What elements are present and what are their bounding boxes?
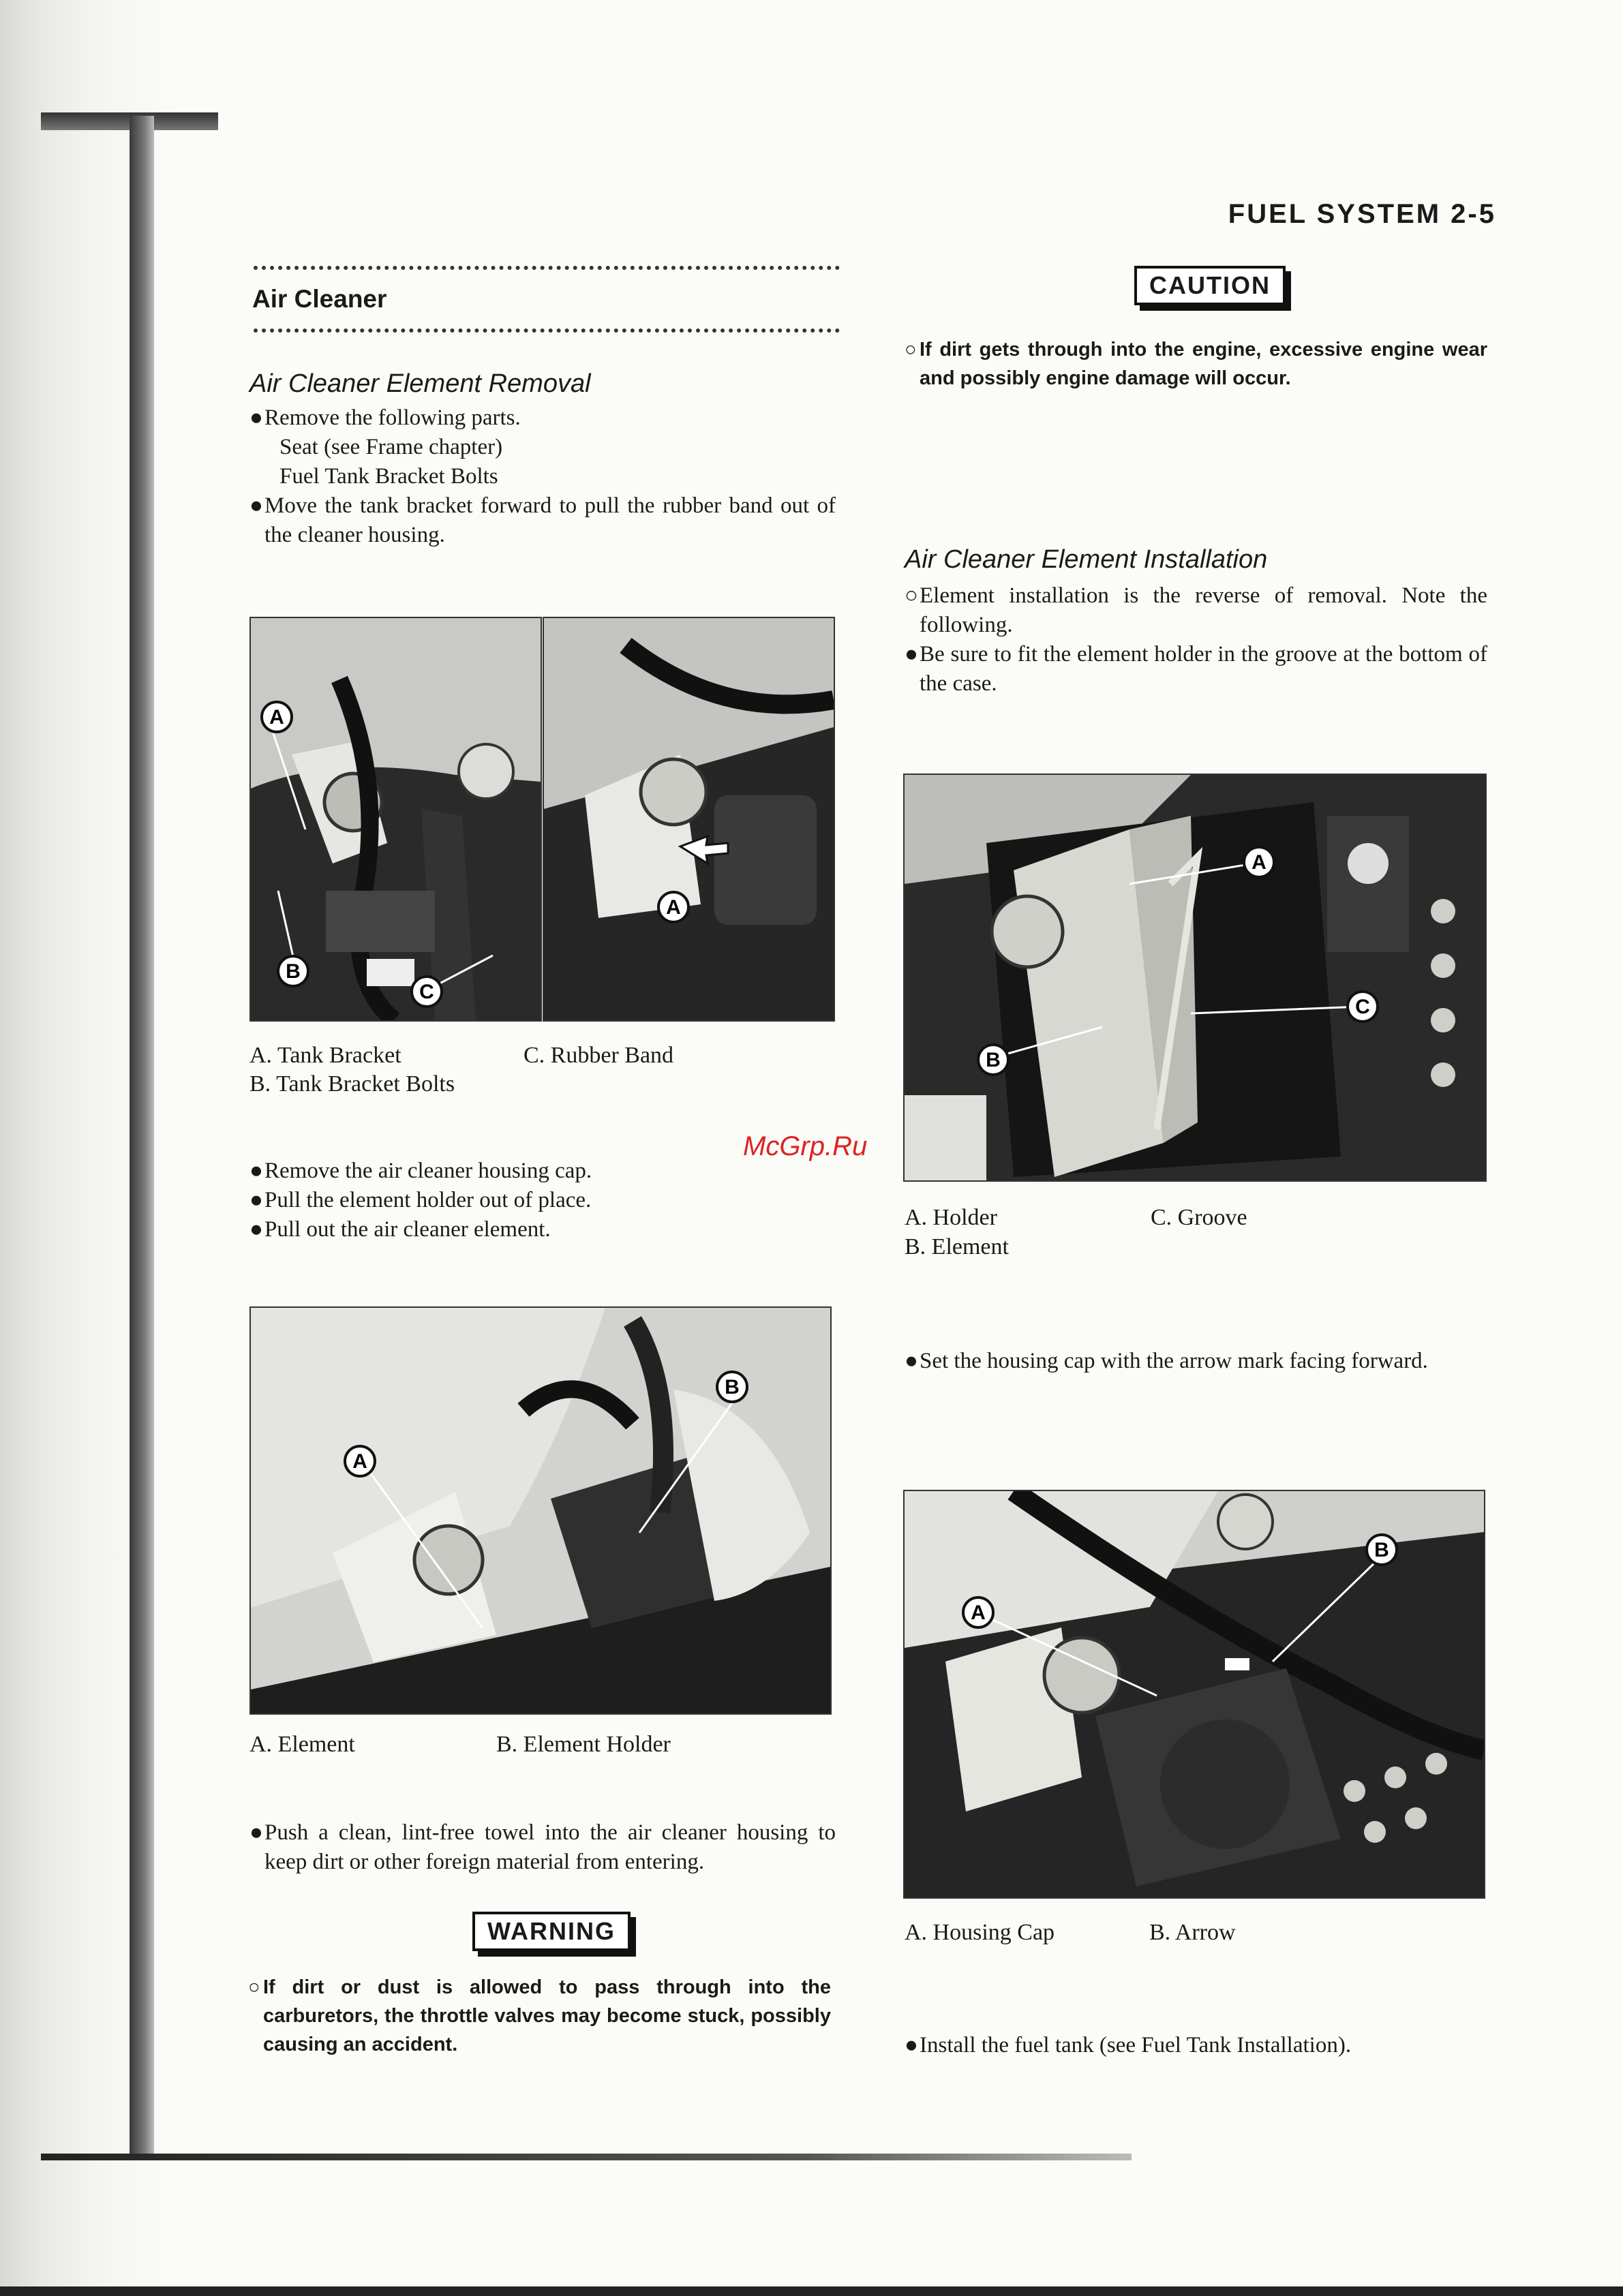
callout-a xyxy=(345,1446,375,1476)
figure-2-photo xyxy=(249,1306,832,1715)
bullet-icon: ● xyxy=(905,2033,918,2057)
open-bullet-icon: ○ xyxy=(905,339,917,361)
fig1-caption-c: C. Rubber Band xyxy=(524,1043,674,1068)
step-pull-element: ● Pull out the air cleaner element. xyxy=(249,1215,836,1244)
svg-text:B: B xyxy=(725,1375,740,1398)
fig3-caption-a: A. Holder xyxy=(905,1205,997,1230)
fig1-caption-a: A. Tank Bracket xyxy=(249,1043,401,1068)
svg-text:B: B xyxy=(1374,1538,1389,1561)
bullet-icon: ● xyxy=(905,1349,918,1373)
step-pull-holder: ● Pull the element holder out of place. xyxy=(249,1186,836,1215)
step-move-bracket: ● Move the tank bracket forward to pull the rubber band out of the cleaner housing. xyxy=(249,491,836,550)
svg-text:C: C xyxy=(1355,995,1370,1018)
scan-bottom-band xyxy=(0,2286,1623,2296)
callout-a xyxy=(963,1597,993,1627)
bullet-icon: ● xyxy=(249,1188,263,1212)
step-set-cap: ● Set the housing cap with the arrow mark facing forward. xyxy=(905,1347,1487,1376)
watermark: McGrp.Ru xyxy=(743,1131,868,1161)
step-reverse: ○ Element installation is the reverse of removal. Note the following. xyxy=(905,581,1487,640)
callout-b xyxy=(278,956,308,986)
svg-text:A: A xyxy=(666,896,681,919)
caution-label: CAUTION xyxy=(1134,266,1286,305)
caution-text: ○ If dirt gets through into the engine, excessive engine wear and possibly engine damage will occur. xyxy=(905,335,1487,393)
warning-text: ○ If dirt or dust is allowed to pass through into the carburetors, the throttle valves may become stuck, possibly causing an accident. xyxy=(248,1973,831,2059)
fig3-caption-c: C. Groove xyxy=(1151,1205,1247,1230)
fig4-caption-a: A. Housing Cap xyxy=(905,1920,1055,1945)
callout-a xyxy=(262,702,292,732)
step-remove-cap: ● Remove the air cleaner housing cap. xyxy=(249,1157,836,1186)
step-sub-bolts: Fuel Tank Bracket Bolts xyxy=(279,464,498,489)
binding-edge xyxy=(130,116,154,2160)
callout-b xyxy=(1367,1535,1397,1565)
callout-c xyxy=(1348,992,1378,1022)
svg-text:A: A xyxy=(269,705,284,729)
step-sub-seat: Seat (see Frame chapter) xyxy=(279,435,503,459)
install-steps xyxy=(905,581,1487,699)
bullet-icon: ● xyxy=(905,642,918,667)
install-tank-step xyxy=(905,2031,1487,2060)
removal-title: Air Cleaner Element Removal xyxy=(249,369,591,398)
fig4-caption-b: B. Arrow xyxy=(1149,1920,1236,1945)
svg-text:B: B xyxy=(986,1048,1001,1071)
step-install-tank: ● Install the fuel tank (see Fuel Tank Installation). xyxy=(905,2031,1487,2060)
svg-text:B: B xyxy=(286,960,301,983)
fig2-caption-b: B. Element Holder xyxy=(496,1732,671,1757)
figure-1-left-photo xyxy=(249,617,542,1022)
fig2-caption-a: A. Element xyxy=(249,1732,355,1757)
step-fit-holder: ● Be sure to fit the element holder in the groove at the bottom of the case. xyxy=(905,640,1487,699)
section-title: Air Cleaner xyxy=(252,285,387,313)
fig1-caption-b: B. Tank Bracket Bolts xyxy=(249,1071,455,1097)
callout-a xyxy=(1244,847,1274,877)
svg-text:A: A xyxy=(1252,851,1266,874)
bullet-icon: ● xyxy=(249,405,263,430)
step-remove-parts: ● Remove the following parts. xyxy=(249,403,836,433)
bullet-icon: ● xyxy=(249,1159,263,1183)
dotted-rule-bottom xyxy=(254,328,840,333)
svg-text:C: C xyxy=(419,980,434,1003)
removal-steps-2 xyxy=(249,1157,836,1244)
open-bullet-icon: ○ xyxy=(905,583,918,608)
figure-4-photo xyxy=(903,1490,1485,1899)
svg-text:A: A xyxy=(352,1450,367,1473)
callout-c xyxy=(412,977,442,1007)
figure-3-photo xyxy=(903,774,1487,1182)
step-push-towel: ● Push a clean, lint-free towel into the air cleaner housing to keep dirt or other foreign material from entering. xyxy=(249,1818,836,1877)
open-bullet-icon: ○ xyxy=(248,1976,260,1998)
bullet-icon: ● xyxy=(249,1820,263,1845)
dotted-rule-top xyxy=(254,266,840,270)
fig3-caption-b: B. Element xyxy=(905,1234,1009,1259)
towel-step xyxy=(249,1818,836,1877)
removal-steps xyxy=(249,403,836,550)
bullet-icon: ● xyxy=(249,1217,263,1242)
install-title: Air Cleaner Element Installation xyxy=(905,545,1268,574)
callout-a xyxy=(658,892,688,922)
figure-1-right-photo xyxy=(543,617,835,1022)
binding-bottom-edge xyxy=(41,2154,1132,2160)
callout-b xyxy=(978,1045,1008,1075)
set-cap-step xyxy=(905,1347,1487,1376)
warning-label: WARNING xyxy=(472,1912,631,1951)
svg-text:A: A xyxy=(971,1601,986,1624)
bullet-icon: ● xyxy=(249,493,263,518)
page-header: FUEL SYSTEM 2-5 xyxy=(1228,199,1496,229)
callout-b xyxy=(717,1372,747,1402)
